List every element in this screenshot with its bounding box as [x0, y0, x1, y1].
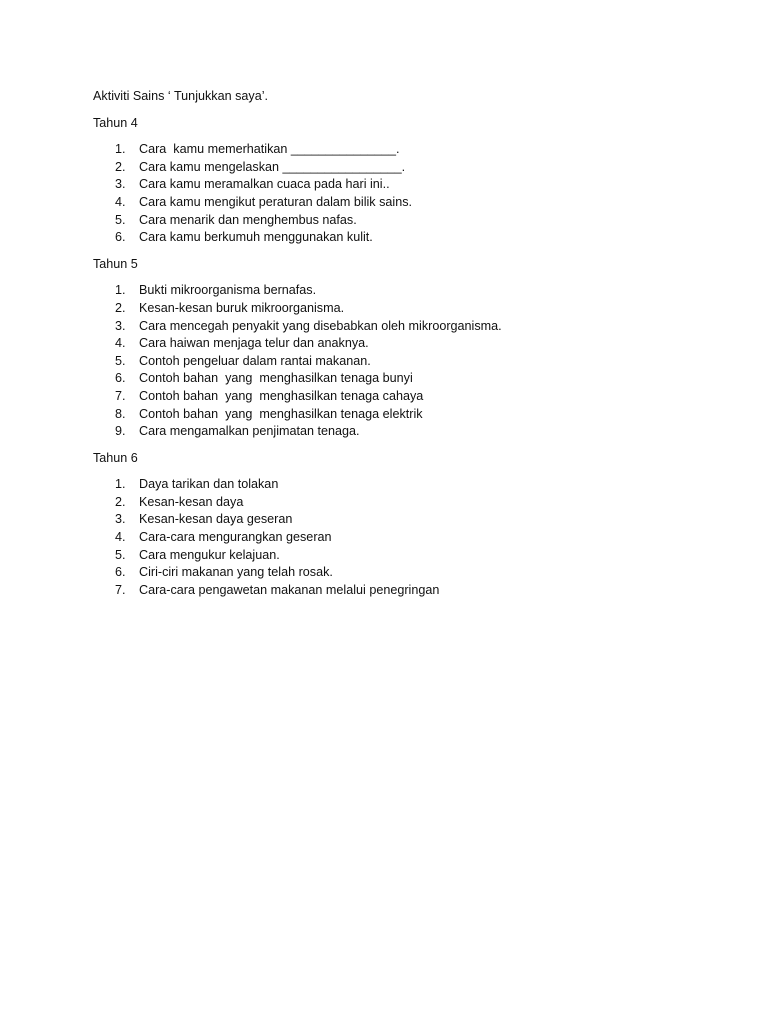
list-item-number: 4. — [115, 530, 126, 545]
list-item — [93, 406, 693, 424]
list-item — [93, 229, 693, 247]
numbered-list — [93, 141, 693, 247]
section-heading: Tahun 6 — [93, 450, 138, 465]
list-item-number: 8. — [115, 406, 126, 421]
list-item-text: Cara menarik dan menghembus nafas. — [139, 212, 357, 227]
list-item — [93, 353, 693, 371]
list-item-number: 1. — [115, 142, 126, 157]
list-item-text: Cara kamu berkumuh menggunakan kulit. — [139, 230, 373, 245]
list-item-number: 3. — [115, 177, 126, 192]
sections-container — [93, 115, 693, 600]
section-heading: Tahun 5 — [93, 256, 138, 271]
list-item-number: 6. — [115, 230, 126, 245]
section-heading: Tahun 4 — [93, 115, 138, 130]
list-item-number: 4. — [115, 194, 126, 209]
list-item-number: 2. — [115, 494, 126, 509]
list-item-number: 7. — [115, 582, 126, 597]
list-item-number: 5. — [115, 212, 126, 227]
list-item-text: Cara kamu mengikut peraturan dalam bilik sains. — [139, 194, 412, 209]
list-item — [93, 476, 693, 494]
list-item — [93, 511, 693, 529]
list-item — [93, 335, 693, 353]
list-item-text: Cara mengukur kelajuan. — [139, 547, 280, 562]
list-item — [93, 159, 693, 177]
list-item — [93, 564, 693, 582]
list-item — [93, 282, 693, 300]
list-item-number: 3. — [115, 318, 126, 333]
list-item-text: Cara kamu mengelaskan _________________. — [139, 159, 406, 174]
list-item-number: 1. — [115, 477, 126, 492]
list-item — [93, 547, 693, 565]
list-item — [93, 318, 693, 336]
list-item-number: 4. — [115, 336, 126, 351]
list-item — [93, 370, 693, 388]
list-item-number: 5. — [115, 547, 126, 562]
list-item-number: 1. — [115, 283, 126, 298]
list-item — [93, 141, 693, 159]
list-item-text: Daya tarikan dan tolakan — [139, 477, 279, 492]
list-item — [93, 494, 693, 512]
list-item-text: Contoh bahan yang menghasilkan tenaga cahaya — [139, 388, 424, 403]
list-item — [93, 194, 693, 212]
list-item-number: 9. — [115, 424, 126, 439]
list-item-text: Contoh bahan yang menghasilkan tenaga bunyi — [139, 371, 413, 386]
numbered-list — [93, 282, 693, 440]
list-item-text: Contoh bahan yang menghasilkan tenaga elektrik — [139, 406, 423, 421]
list-item-text: Cara mencegah penyakit yang disebabkan oleh mikroorganisma. — [139, 318, 502, 333]
list-item-number: 2. — [115, 300, 126, 315]
list-item — [93, 176, 693, 194]
list-item-text: Cara kamu memerhatikan _______________. — [139, 142, 400, 157]
document-body — [93, 88, 693, 608]
list-item — [93, 212, 693, 230]
list-item — [93, 529, 693, 547]
list-item — [93, 582, 693, 600]
list-item-text: Cara kamu meramalkan cuaca pada hari ini.. — [139, 177, 390, 192]
list-item-text: Cara mengamalkan penjimatan tenaga. — [139, 424, 360, 439]
list-item-number: 7. — [115, 388, 126, 403]
document-title: Aktiviti Sains ‘ Tunjukkan saya’. — [93, 89, 268, 103]
list-item-text: Kesan-kesan buruk mikroorganisma. — [139, 300, 345, 315]
list-item-text: Kesan-kesan daya — [139, 494, 244, 509]
list-item-number: 3. — [115, 512, 126, 527]
list-item-text: Cara-cara mengurangkan geseran — [139, 530, 332, 545]
list-item-number: 6. — [115, 371, 126, 386]
list-item — [93, 388, 693, 406]
list-item-number: 2. — [115, 159, 126, 174]
list-item — [93, 423, 693, 441]
list-item-number: 6. — [115, 565, 126, 580]
list-item-text: Ciri-ciri makanan yang telah rosak. — [139, 565, 333, 580]
list-item-text: Bukti mikroorganisma bernafas. — [139, 283, 317, 298]
numbered-list — [93, 476, 693, 599]
list-item-text: Kesan-kesan daya geseran — [139, 512, 293, 527]
list-item-text: Cara-cara pengawetan makanan melalui penegringan — [139, 582, 440, 597]
list-item-text: Cara haiwan menjaga telur dan anaknya. — [139, 336, 369, 351]
list-item-text: Contoh pengeluar dalam rantai makanan. — [139, 353, 371, 368]
list-item-number: 5. — [115, 353, 126, 368]
list-item — [93, 300, 693, 318]
